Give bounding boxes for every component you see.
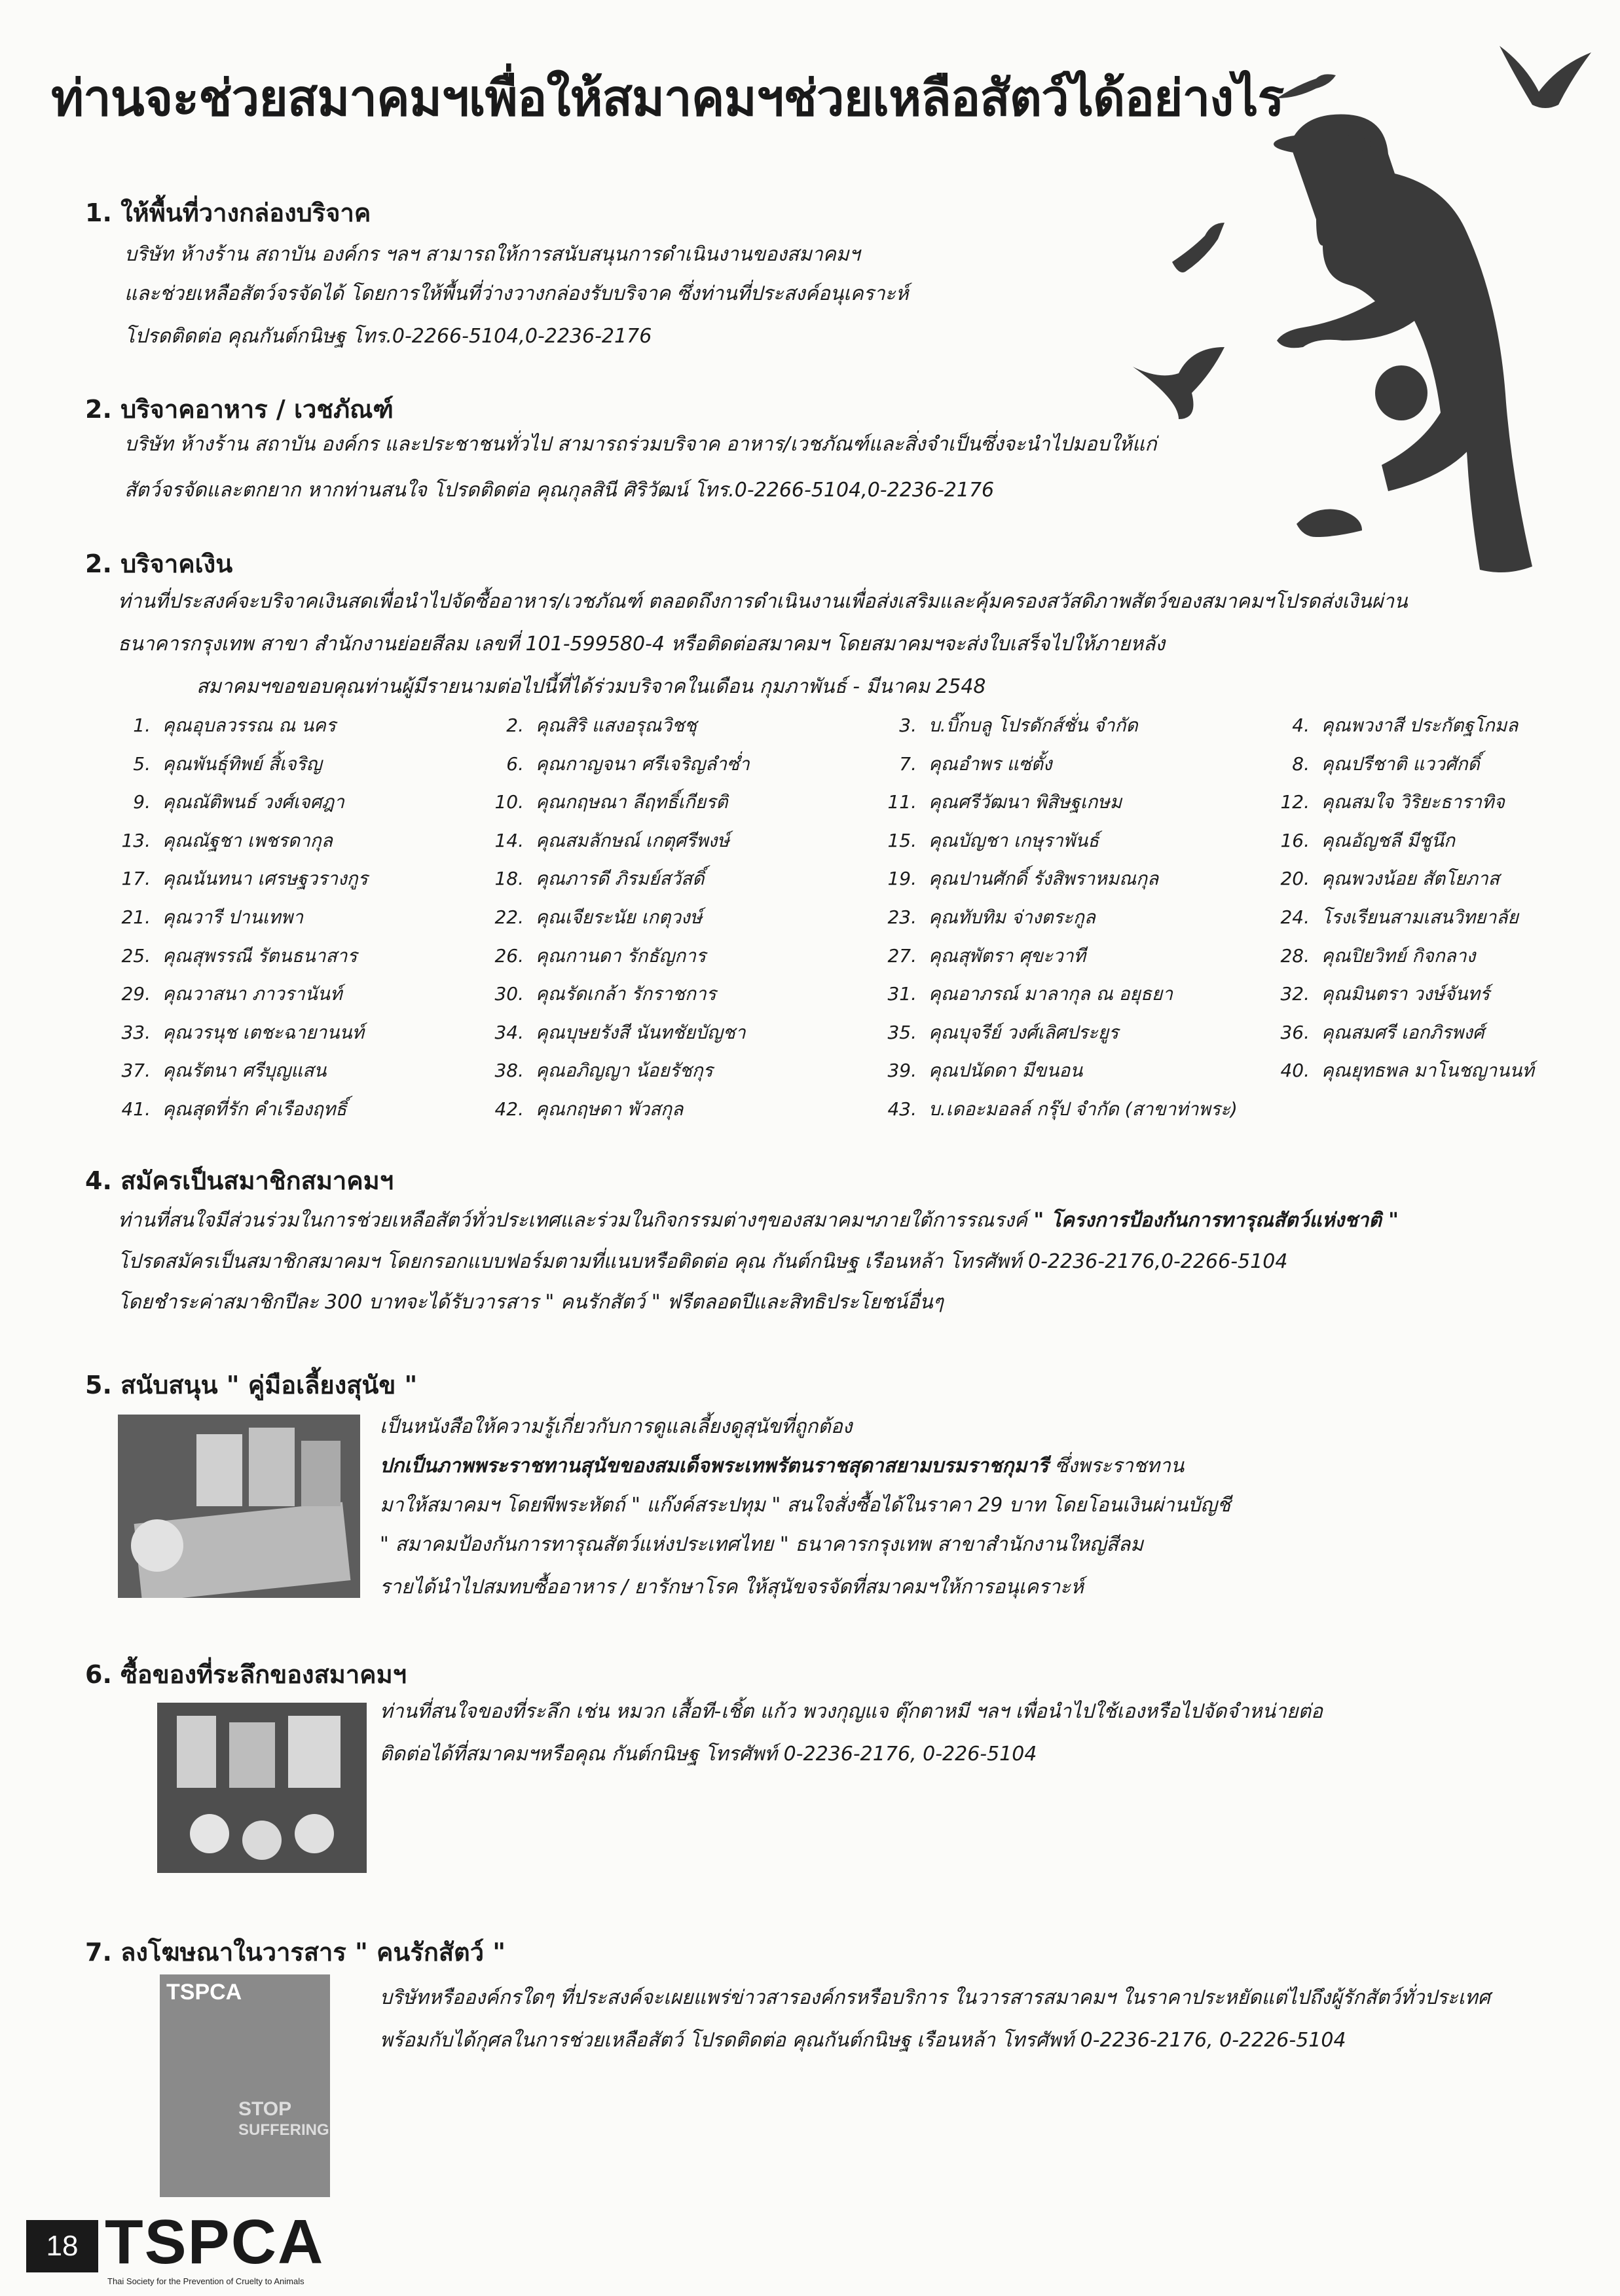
souvenirs-image <box>157 1703 367 1873</box>
bird-silhouette <box>1500 46 1591 108</box>
magazine-headline <box>238 2099 329 2141</box>
donor-name: คุณอาภรณ์ มาลากุล ณ อยุธยา <box>929 983 1173 1005</box>
donor-entry <box>877 1020 1118 1046</box>
dog-handbook-photo <box>118 1415 360 1598</box>
donor-entry <box>111 1058 326 1084</box>
donor-entry <box>1270 751 1480 777</box>
donor-name: คุณอำพร แซ่ตั้ง <box>929 752 1052 775</box>
tspca-tagline: Thai Society for the Prevention of Cruelty to Animals <box>107 2276 304 2286</box>
donor-name: คุณรัตนา ศรีบุญแสน <box>162 1060 327 1082</box>
section-2-heading: 2. บริจาคอาหาร / เวชภัณฑ์ <box>85 395 394 424</box>
donor-name: คุณอภิญญา น้อยรัชกุร <box>536 1060 713 1082</box>
section-1-heading: 1. ให้พื้นที่วางกล่องบริจาค <box>85 198 371 227</box>
donor-number: 43. <box>887 1098 917 1120</box>
section-3-heading: 2. บริจาคเงิน <box>85 549 233 578</box>
donor-name: คุณสุพรรณี รัตนธนาสาร <box>162 944 358 967</box>
donor-number: 23. <box>887 906 917 928</box>
donor-name: คุณวรนุช เตชะฉายานนท์ <box>162 1021 364 1043</box>
donor-number: 6. <box>506 752 524 775</box>
section-5-royal-text: ปกเป็นภาพพระราชทานสุนัขของสมเด็จพระเทพรัตนราชสุดาสยามบรมราชกุมารี <box>380 1454 1049 1477</box>
donor-number: 25. <box>121 944 151 967</box>
section-4-heading: 4. สมัครเป็นสมาชิกสมาคมฯ <box>85 1166 394 1195</box>
donor-number: 9. <box>133 791 151 813</box>
donor-number: 24. <box>1280 906 1310 928</box>
section-6-text: ติดต่อได้ที่สมาคมฯหรือคุณ กันต์กนิษฐ โทรศัพท์ 0-2236-2176, 0-226-5104 <box>380 1743 1037 1766</box>
donor-number: 21. <box>121 906 151 928</box>
tspca-logo: TSPCA <box>105 2207 325 2277</box>
donor-entry <box>877 713 1138 739</box>
donor-entry <box>877 1096 1238 1122</box>
donor-name: คุณปิยวิทย์ กิจกลาง <box>1321 944 1476 967</box>
donor-number: 39. <box>887 1060 917 1082</box>
donor-name: คุณพันธุ์ทิพย์ สิ้เจริญ <box>162 752 322 775</box>
donor-number: 32. <box>1280 983 1310 1005</box>
donor-name: คุณสิริ แสงอรุณวิชชุ <box>536 714 697 736</box>
donor-number: 5. <box>133 752 151 775</box>
section-2-text: สัตว์จรจัดและตกยาก หากท่านสนใจ โปรดติดต่อ คุณกุลสินี ศิริวัฒน์ โทร.0-2266-5104,0-2236-2176 <box>124 479 995 502</box>
donor-entry <box>1270 904 1519 931</box>
donor-number: 20. <box>1280 868 1310 890</box>
section-5-text: รายได้นำไปสมทบซื้ออาหาร / ยารักษาโรค ให้สุนัขจรจัดที่สมาคมฯให้การอนุเคราะห์ <box>380 1576 1084 1599</box>
donor-name: คุณอุบลวรรณ ณ นคร <box>162 714 336 736</box>
donor-entry <box>485 789 727 815</box>
donor-number: 11. <box>887 791 917 813</box>
donor-name: คุณกานดา รักธัญการ <box>536 944 706 967</box>
donor-number: 12. <box>1280 791 1310 813</box>
donor-entry <box>485 981 716 1007</box>
donor-number: 42. <box>494 1098 524 1120</box>
man-feeding-birds-illustration <box>1126 26 1598 589</box>
donor-entry <box>485 904 702 931</box>
donor-entry <box>111 866 368 892</box>
donor-entry <box>1270 1058 1534 1084</box>
donor-entry <box>111 981 342 1007</box>
donor-name: คุณสมลักษณ์ เกตุศรีพงษ์ <box>536 829 729 851</box>
donor-entry <box>1270 981 1490 1007</box>
donor-number: 13. <box>121 829 151 851</box>
section-6-heading: 6. ซื้อของที่ระลึกของสมาคมฯ <box>85 1660 407 1689</box>
section-5-text: เป็นหนังสือให้ความรู้เกี่ยวกับการดูแลเลี้ยงดูสุนัขที่ถูกต้อง <box>380 1415 853 1438</box>
man-silhouette <box>1277 115 1532 572</box>
section-3-text: ธนาคารกรุงเทพ สาขา สำนักงานย่อยสีลม เลขที่ 101-599580-4 หรือติดต่อสมาคมฯ โดยสมาคมฯจะส่งใบเสร็จไปให้ภายหลัง <box>118 633 1166 656</box>
donor-name: บ.เดอะมอลล์ กรุ๊ป จำกัด (สาขาท่าพระ) <box>929 1098 1238 1120</box>
donor-number: 38. <box>494 1060 524 1082</box>
bird-silhouette <box>1277 74 1336 98</box>
donor-name: คุณบุจรีย์ วงศ์เลิศประยูร <box>929 1021 1119 1043</box>
donor-name: คุณเจียระนัย เกตุวงษ์ <box>536 906 703 928</box>
donor-entry <box>877 866 1158 892</box>
donor-entry <box>877 943 1086 969</box>
donor-name: คุณพวงาสี ประกัตฐโกมล <box>1321 714 1519 736</box>
donor-name: คุณสุพัตรา ศุขะวาที <box>929 944 1086 967</box>
donor-entry <box>1270 789 1505 815</box>
donor-entry <box>111 1020 364 1046</box>
section-5-text: " สมาคมป้องกันการทารุณสัตว์แห่งประเทศไทย " ธนาคารกรุงเทพ สาขาสำนักงานใหญ่สีลม <box>380 1533 1143 1556</box>
magazine-title: TSPCA <box>166 1980 242 2005</box>
donor-entry <box>485 866 704 892</box>
section-1-text: และช่วยเหลือสัตว์จรจัดได้ โดยการให้พื้นที่ว่างวางกล่องรับบริจาค ซึ่งท่านที่ประสงค์อนุเคราะห์ <box>124 282 909 305</box>
section-1-text: บริษัท ห้างร้าน สถาบัน องค์กร ฯลฯ สามารถให้การสนับสนุนการดำเนินงานของสมาคมฯ <box>124 243 860 266</box>
donor-number: 40. <box>1280 1060 1310 1082</box>
section-5-text <box>380 1447 1184 1485</box>
section-1-text: โปรดติดต่อ คุณกันต์กนิษฐ โทร.0-2266-5104,0-2236-2176 <box>124 325 652 348</box>
magazine-headline-line: SUFFERING <box>238 2121 329 2139</box>
donor-number: 27. <box>887 944 917 967</box>
donor-number: 29. <box>121 983 151 1005</box>
donor-number: 28. <box>1280 944 1310 967</box>
dog-handbook-image <box>118 1415 360 1598</box>
donor-number: 41. <box>121 1098 151 1120</box>
section-5-heading: 5. สนับสนุน " คู่มือเลี้ยงสุนัข " <box>85 1371 418 1399</box>
donor-number: 34. <box>494 1021 524 1043</box>
donor-name: คุณศรีวัฒนา พิสิษฐเกษม <box>929 791 1122 813</box>
section-4-text: โดยชำระค่าสมาชิกปีละ 300 บาทจะได้รับวารสาร " คนรักสัตว์ " ฟรีตลอดปีและสิทธิประโยชน์อื่นๆ <box>118 1291 944 1314</box>
donor-entry <box>485 1058 713 1084</box>
donor-name: คุณยุทธพล มาโนชญานนท์ <box>1321 1060 1534 1082</box>
donor-entry <box>877 981 1173 1007</box>
donor-name: คุณนันทนา เศรษฐวรางกูร <box>162 868 368 890</box>
donor-entry <box>485 943 706 969</box>
donor-entry <box>1270 1020 1484 1046</box>
donor-name: โรงเรียนสามเสนวิทยาลัย <box>1321 906 1519 928</box>
donor-number: 30. <box>494 983 524 1005</box>
donor-name: คุณบัญชา เกษุราพันธ์ <box>929 829 1099 851</box>
donor-name: คุณณัฐชา เพชรดากุล <box>162 829 333 851</box>
donor-entry <box>1270 943 1475 969</box>
donor-entry <box>111 828 333 854</box>
donor-name: คุณกฤษณา ลีฤทธิ์เกียรติ <box>536 791 728 813</box>
donor-name: คุณกฤษดา พัวสกุล <box>536 1098 684 1120</box>
donor-number: 7. <box>899 752 917 775</box>
donor-number: 18. <box>494 868 524 890</box>
donor-entry <box>111 904 303 931</box>
section-3-thanks: สมาคมฯขอขอบคุณท่านผู้มีรายนามต่อไปนี้ที่ได้ร่วมบริจาคในเดือน กุมภาพันธ์ - มีนาคม 2548 <box>196 675 986 698</box>
donor-entry <box>485 751 750 777</box>
donor-number: 37. <box>121 1060 151 1082</box>
donor-number: 14. <box>494 829 524 851</box>
donor-name: คุณณัติพนธ์ วงศ์เจศฎา <box>162 791 344 813</box>
donor-number: 16. <box>1280 829 1310 851</box>
donor-name: คุณบุษยรังสี นันทชัยบัญชา <box>536 1021 746 1043</box>
donor-number: 3. <box>899 714 917 736</box>
page-number: 18 <box>26 2220 98 2272</box>
donor-name: คุณปรีชาติ แววศักดิ์ <box>1321 752 1480 775</box>
donor-name: บ.บิ๊กบลู โปรดักส์ชั่น จำกัด <box>929 714 1138 736</box>
donor-number: 33. <box>121 1021 151 1043</box>
donor-name: คุณพวงน้อย สัตโยภาส <box>1321 868 1500 890</box>
section-6-text: ท่านที่สนใจของที่ระลึก เช่น หมวก เสื้อที-เชิ้ต แก้ว พวงกุญแจ ตุ๊กตาหมี ฯลฯ เพื่อนำไปใช้เองหรือไปจัดจำหน่ายต่อ <box>380 1700 1323 1723</box>
donor-entry <box>1270 713 1518 739</box>
donor-entry <box>877 751 1052 777</box>
donor-entry <box>111 789 344 815</box>
donor-entry <box>877 789 1122 815</box>
donor-name: คุณอัญชลี มีชูนึก <box>1321 829 1455 851</box>
section-2-text: บริษัท ห้างร้าน สถาบัน องค์กร และประชาชนทั่วไป สามารถร่วมบริจาค อาหาร/เวชภัณฑ์และสิ่งจำเป็นซึ่งจะนำไปมอบให้แก่ <box>124 433 1157 456</box>
magazine-cover <box>160 1974 330 2197</box>
donor-number: 10. <box>494 791 524 813</box>
donor-name: คุณรัดเกล้า รักราชการ <box>536 983 716 1005</box>
donor-entry <box>485 1096 683 1122</box>
donor-name: คุณทับทิม จ่างตระกูล <box>929 906 1095 928</box>
donor-name: คุณกาญจนา ศรีเจริญลำซ่ำ <box>536 752 750 775</box>
bird-silhouette <box>1133 347 1224 419</box>
bird-silhouette <box>1297 509 1362 538</box>
donor-number: 4. <box>1292 714 1310 736</box>
donor-name: คุณปนัดดา มีขนอน <box>929 1060 1083 1082</box>
section-3-text: ท่านที่ประสงค์จะบริจาคเงินสดเพื่อนำไปจัดซื้ออาหาร/เวชภัณฑ์ ตลอดถึงการดำเนินงานเพื่อส่งเสริมและคุ้มครองสวัสดิภาพสัตว์ของสมาคมฯโปรดส่งเงินผ่าน <box>118 590 1408 613</box>
donor-name: คุณวารี ปานเทพา <box>162 906 303 928</box>
donor-entry <box>111 713 336 739</box>
donor-entry <box>1270 828 1455 854</box>
section-4-text-part: ท่านที่สนใจมีส่วนร่วมในการช่วยเหลือสัตว์ทั่วประเทศและร่วมในกิจกรรมต่างๆของสมาคมฯภายใต้การรณรงค์ <box>118 1209 1027 1232</box>
section-5-text: มาให้สมาคมฯ โดยพีพระหัตถ์ " แก๊งค์สระปทุม " สนใจสั่งซื้อได้ในราคา 29 บาท โดยโอนเงินผ่านบัญชี <box>380 1494 1231 1517</box>
section-4-campaign-name: " โครงการป้องกันการทารุณสัตว์แห่งชาติ " <box>1033 1209 1399 1232</box>
section-4-text: โปรดสมัครเป็นสมาชิกสมาคมฯ โดยกรอกแบบฟอร์มตามที่แนบหรือติดต่อ คุณ กันต์กนิษฐ เรือนหล้า โทรศัพท์ 0-2236-2176,0-2266-5104 <box>118 1250 1288 1273</box>
donor-number: 17. <box>121 868 151 890</box>
bird-silhouette <box>1172 223 1224 272</box>
section-7-text: บริษัทหรือองค์กรใดๆ ที่ประสงค์จะเผยแพร่ข่าวสารองค์กรหรือบริการ ในวารสารสมาคมฯ ในราคาประหยัดแต่ไปถึงผู้รักสัตว์ทั่วประเทศ <box>380 1986 1490 2009</box>
donor-number: 26. <box>494 944 524 967</box>
donor-entry <box>485 828 729 854</box>
section-4-text <box>118 1202 1399 1240</box>
donor-number: 19. <box>887 868 917 890</box>
donor-name: คุณภารดี ภิรมย์สวัสดิ์ <box>536 868 705 890</box>
souvenirs-photo <box>157 1703 367 1873</box>
donor-entry <box>877 828 1099 854</box>
donor-name: คุณสมใจ วิริยะธาราทิจ <box>1321 791 1505 813</box>
magazine-headline-line: STOP <box>238 2098 292 2120</box>
donor-entry <box>877 1058 1082 1084</box>
section-7-heading: 7. ลงโฆษณาในวารสาร " คนรักสัตว์ " <box>85 1938 506 1967</box>
donor-name: คุณสมศรี เอกภิรพงศ์ <box>1321 1021 1484 1043</box>
donor-number: 31. <box>887 983 917 1005</box>
donor-number: 15. <box>887 829 917 851</box>
donor-number: 1. <box>133 714 151 736</box>
donor-number: 22. <box>494 906 524 928</box>
section-5-text-part: ซึ่งพระราชทาน <box>1048 1454 1185 1477</box>
donor-number: 36. <box>1280 1021 1310 1043</box>
donor-entry <box>485 713 697 739</box>
donor-entry <box>111 1096 346 1122</box>
seed-bag-silhouette <box>1375 365 1427 420</box>
donor-name: คุณมินตรา วงษ์จันทร์ <box>1321 983 1490 1005</box>
donor-number: 2. <box>506 714 524 736</box>
donor-name: คุณสุดที่รัก คำเรืองฤทธิ์ <box>162 1098 347 1120</box>
donor-number: 8. <box>1292 752 1310 775</box>
hat-silhouette <box>1274 134 1372 155</box>
donor-entry <box>111 943 357 969</box>
section-7-text: พร้อมกับได้กุศลในการช่วยเหลือสัตว์ โปรดติดต่อ คุณกันต์กนิษฐ เรือนหล้า โทรศัพท์ 0-2236-2176, 0-2226-5104 <box>380 2029 1346 2052</box>
donor-name: คุณวาสนา ภาวรานันท์ <box>162 983 342 1005</box>
donor-entry <box>485 1020 746 1046</box>
page-title: ท่านจะช่วยสมาคมฯเพื่อให้สมาคมฯช่วยเหลือสัตว์ได้อย่างไร <box>51 69 1284 127</box>
donor-number: 35. <box>887 1021 917 1043</box>
donor-entry <box>111 751 322 777</box>
donor-entry <box>877 904 1095 931</box>
donor-name: คุณปานศักดิ์ รังสิพราหมณกุล <box>929 868 1159 890</box>
donor-entry <box>1270 866 1500 892</box>
